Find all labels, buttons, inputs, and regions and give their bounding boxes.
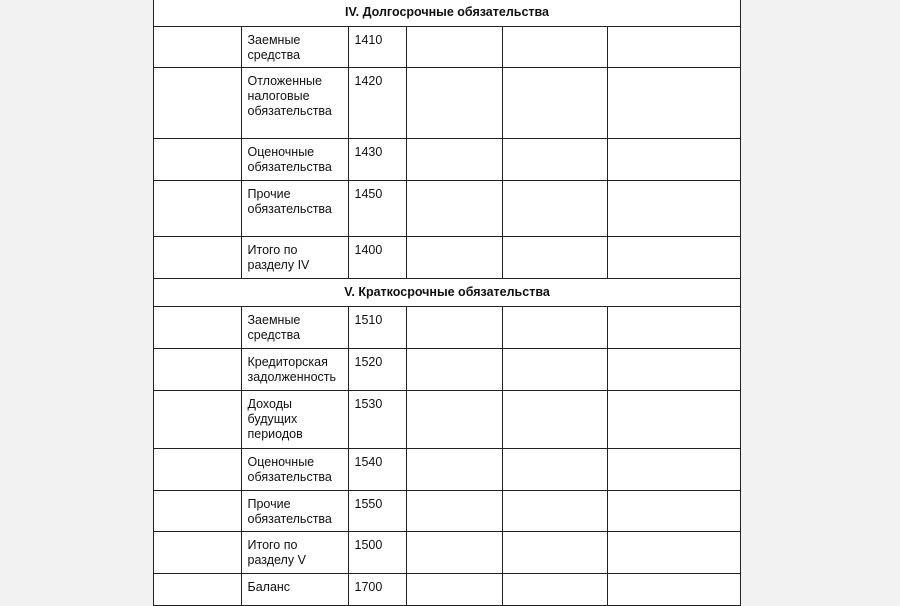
line-item-name: Кредиторская задолженность xyxy=(241,349,348,391)
line-code: 1530 xyxy=(348,391,406,449)
value-cell xyxy=(607,449,740,491)
note-cell xyxy=(154,391,241,449)
line-code: 1450 xyxy=(348,181,406,237)
value-cell xyxy=(502,349,607,391)
line-item-name: Оценочные обязательства xyxy=(241,139,348,181)
value-cell xyxy=(607,237,740,279)
note-cell xyxy=(154,68,241,139)
value-cell xyxy=(502,574,607,606)
line-code: 1550 xyxy=(348,491,406,532)
table-row xyxy=(154,349,740,391)
value-cell xyxy=(502,237,607,279)
note-cell xyxy=(154,491,241,532)
section-header-row xyxy=(154,0,740,27)
line-item-name: Итого по разделу V xyxy=(241,532,348,574)
note-cell xyxy=(154,449,241,491)
balance-total-name: Баланс xyxy=(241,574,348,606)
table-row xyxy=(154,27,740,68)
section-v-title: V. Краткосрочные обязательства xyxy=(154,279,740,307)
note-cell xyxy=(154,349,241,391)
value-cell xyxy=(406,449,502,491)
value-cell xyxy=(607,68,740,139)
table-row xyxy=(154,237,740,279)
value-cell xyxy=(607,307,740,349)
line-item-name: Прочие обязательства xyxy=(241,491,348,532)
table-row xyxy=(154,181,740,237)
line-code: 1510 xyxy=(348,307,406,349)
line-code: 1430 xyxy=(348,139,406,181)
line-code: 1420 xyxy=(348,68,406,139)
value-cell xyxy=(406,68,502,139)
value-cell xyxy=(607,349,740,391)
value-cell xyxy=(406,181,502,237)
value-cell xyxy=(607,181,740,237)
line-item-name: Заемные средства xyxy=(241,27,348,68)
value-cell xyxy=(607,532,740,574)
line-item-name: Отложенные налоговые обязательства xyxy=(241,68,348,139)
table-row xyxy=(154,491,740,532)
value-cell xyxy=(406,391,502,449)
note-cell xyxy=(154,27,241,68)
line-code: 1400 xyxy=(348,237,406,279)
value-cell xyxy=(502,139,607,181)
note-cell xyxy=(154,574,241,606)
value-cell xyxy=(607,391,740,449)
line-code: 1520 xyxy=(348,349,406,391)
table-row xyxy=(154,532,740,574)
note-cell xyxy=(154,237,241,279)
line-item-name: Заемные средства xyxy=(241,307,348,349)
value-cell xyxy=(502,68,607,139)
note-cell xyxy=(154,139,241,181)
balance-sheet-table xyxy=(153,0,741,606)
section-header-row xyxy=(154,279,740,307)
value-cell xyxy=(406,349,502,391)
line-item-name: Итого по разделу IV xyxy=(241,237,348,279)
line-item-name: Оценочные обязательства xyxy=(241,449,348,491)
note-cell xyxy=(154,532,241,574)
table-row xyxy=(154,139,740,181)
value-cell xyxy=(607,139,740,181)
note-cell xyxy=(154,181,241,237)
value-cell xyxy=(406,574,502,606)
value-cell xyxy=(406,139,502,181)
value-cell xyxy=(502,491,607,532)
line-item-name: Доходы будущих периодов xyxy=(241,391,348,449)
table-row xyxy=(154,391,740,449)
table-row xyxy=(154,449,740,491)
value-cell xyxy=(502,532,607,574)
line-code: 1540 xyxy=(348,449,406,491)
value-cell xyxy=(502,27,607,68)
value-cell xyxy=(406,237,502,279)
value-cell xyxy=(406,532,502,574)
value-cell xyxy=(406,27,502,68)
liabilities-table xyxy=(154,0,740,606)
value-cell xyxy=(607,27,740,68)
value-cell xyxy=(502,449,607,491)
section-iv-title: IV. Долгосрочные обязательства xyxy=(154,0,740,27)
table-row xyxy=(154,307,740,349)
value-cell xyxy=(502,307,607,349)
table-row xyxy=(154,68,740,139)
line-code: 1410 xyxy=(348,27,406,68)
value-cell xyxy=(607,574,740,606)
value-cell xyxy=(502,391,607,449)
line-code: 1500 xyxy=(348,532,406,574)
value-cell xyxy=(607,491,740,532)
line-item-name: Прочие обязательства xyxy=(241,181,348,237)
value-cell xyxy=(406,307,502,349)
total-row xyxy=(154,574,740,606)
balance-total-code: 1700 xyxy=(348,574,406,606)
value-cell xyxy=(502,181,607,237)
value-cell xyxy=(406,491,502,532)
note-cell xyxy=(154,307,241,349)
